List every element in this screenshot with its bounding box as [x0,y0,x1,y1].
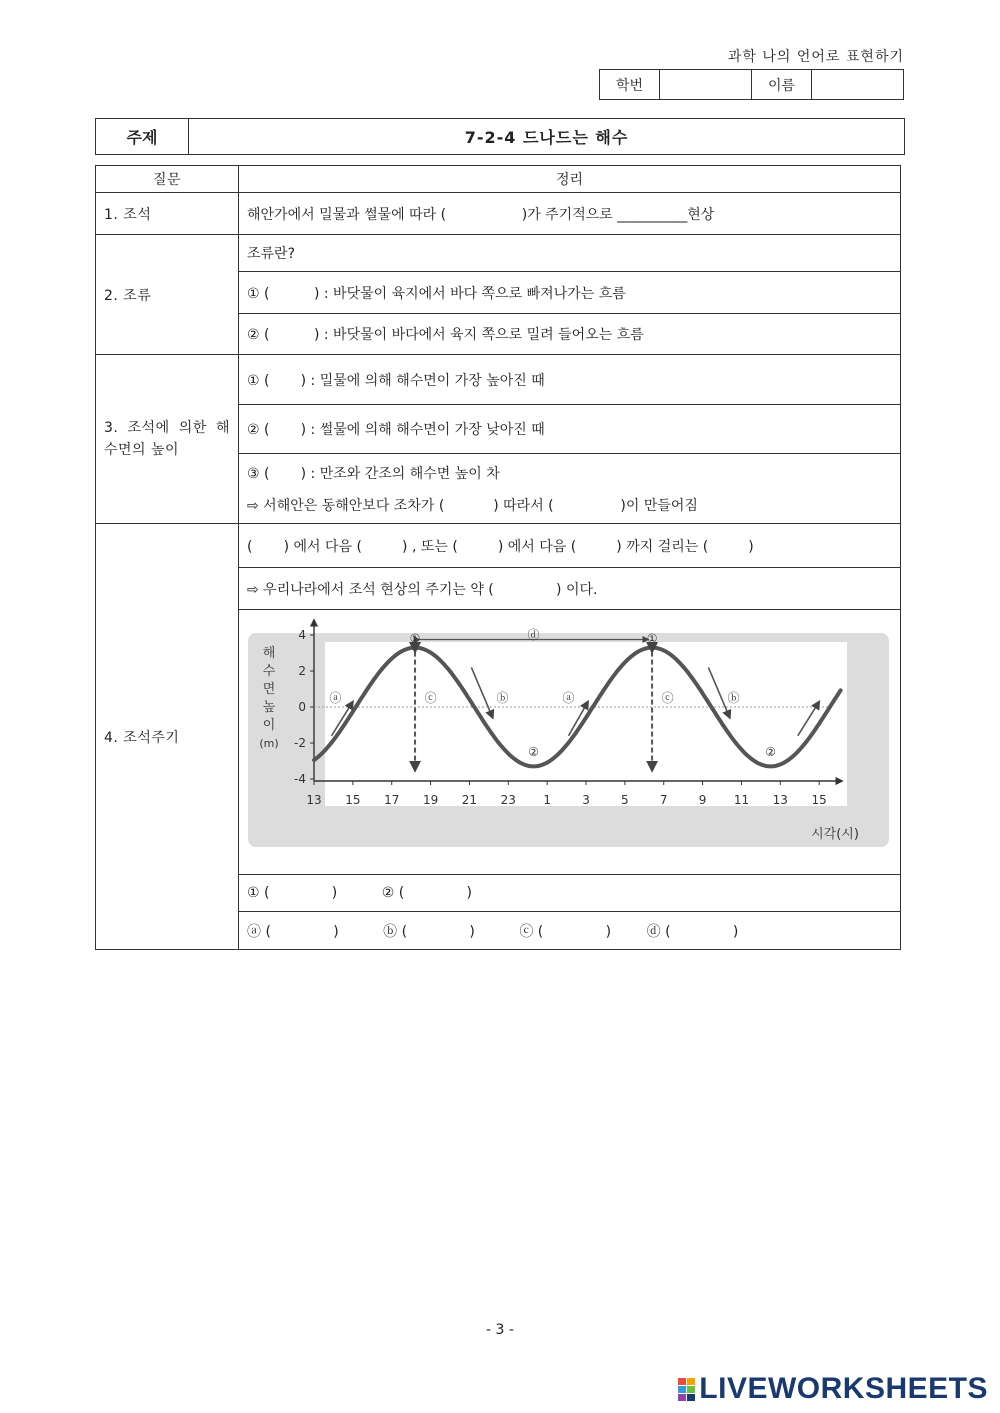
liveworksheets-logo [678,1372,988,1406]
chart-marker-label: ① [409,631,421,646]
logo-square [687,1386,695,1393]
period-definition[interactable] [239,524,901,568]
question-tide: 1. 조석 [96,193,239,235]
x-tick-label: 21 [461,793,478,807]
chart-marker-label: ⓒ [424,691,437,705]
y-axis-label-char: 해 [262,646,276,661]
chart-marker-label: ② [765,745,776,759]
y-axis-label-char: (m) [259,737,279,750]
column-header-summary: 정리 [239,166,901,193]
chart-marker-label: ⓑ [727,691,740,705]
question-sea-level-text: 3. 조석에 의한 해수면의 높이 [104,420,230,458]
low-tide-item[interactable] [239,405,901,454]
y-axis-label-char: 높 [262,700,276,715]
x-tick-label: 5 [621,793,629,807]
tide-chart-container [239,610,900,874]
y-tick-label: -4 [294,772,306,786]
worksheet-header-title: 과학 나의 언어로 표현하기 [727,49,904,65]
y-tick-label: 4 [298,628,306,642]
x-tick-label: 3 [582,793,590,807]
chart-marker-label: ⓓ [527,628,540,642]
flood-current-item[interactable] [239,314,901,355]
student-name-label: 이름 [752,70,812,99]
chart-marker-label: ⓐ [562,691,575,705]
x-tick-label: 7 [659,793,668,807]
y-tick-label: 2 [298,664,306,678]
topic-box [95,118,905,155]
x-tick-label: 19 [422,793,439,807]
flood-current-text[interactable]: ② ( ) : 바닷물이 바다에서 육지 쪽으로 밀려 들어오는 흐름 [247,327,644,343]
west-coast-note[interactable]: ⇨ 서해안은 동해안보다 조차가 ( ) 따라서 ( )이 만들어짐 [247,497,698,514]
logo-square [687,1378,695,1385]
korea-period-note[interactable] [239,568,901,610]
question-sea-level [96,355,239,524]
x-tick-label: 13 [306,793,322,807]
y-tick-label: -2 [294,736,306,750]
liveworksheets-logo-icon [678,1378,695,1401]
chart-marker-label: ⓒ [661,691,674,705]
logo-square [678,1386,686,1393]
answer-blanks-numbers[interactable]: ① ( ) ② ( ) [247,885,472,901]
logo-square [678,1394,686,1401]
chart-marker-label: ② [528,745,539,759]
x-tick-label: 15 [811,793,827,807]
x-tick-label: 1 [543,793,551,807]
column-header-question: 질문 [96,166,239,193]
summary-table [95,165,901,950]
question-tidal-current: 2. 조류 [96,235,239,355]
ebb-current-text[interactable]: ① ( ) : 바닷물이 육지에서 바다 쪽으로 빠져나가는 흐름 [247,285,626,302]
tidal-range-item[interactable] [239,454,901,524]
chart-marker-label: ⓐ [329,691,342,705]
korea-period-text[interactable]: ⇨ 우리나라에서 조석 현상의 주기는 약 ( ) 이다. [247,581,598,598]
low-tide-text[interactable]: ② ( ) : 썰물에 의해 해수면이 가장 낮아진 때 [247,422,545,438]
logo-square [687,1394,695,1401]
answer-blanks-letters[interactable]: ⓐ ( ) ⓑ ( ) ⓒ ( ) ⓓ ( ) [247,923,739,940]
x-tick-label: 9 [698,793,707,807]
x-tick-label: 15 [345,793,361,807]
student-info-box [599,69,904,100]
answer-row-letters[interactable] [239,912,901,950]
x-tick-label: 11 [733,793,750,807]
y-axis-label-char: 수 [262,664,276,679]
answer-row-numbers[interactable] [239,875,901,912]
tidal-current-prompt: 조류란? [239,235,901,272]
logo-square [678,1378,686,1385]
liveworksheets-logo-text: LIVEWORKSHEETS [699,1372,988,1405]
y-axis-label-char: 면 [262,682,276,697]
high-tide-text[interactable]: ① ( ) : 밀물에 의해 해수면이 가장 높아진 때 [247,372,545,389]
topic-title: 7-2-4 드나드는 해수 [464,128,629,147]
tide-chart-cell [239,610,901,875]
topic-label: 주제 [96,119,189,154]
y-tick-label: 0 [298,700,306,714]
student-id-label: 학번 [600,70,660,99]
tide-definition-text[interactable]: 해안가에서 밀물과 썰물에 따라 ( )가 주기적으로 __________현상 [247,206,715,223]
high-tide-item[interactable] [239,355,901,405]
chart-marker-label: ① [646,631,658,646]
period-definition-text[interactable]: ( ) 에서 다음 ( ) , 또는 ( ) 에서 다음 ( ) 까지 걸리는 ( ) [247,538,754,555]
chart-marker-label: ⓑ [496,691,509,705]
ebb-current-item[interactable] [239,272,901,314]
x-axis-label: 시각(시) [811,827,859,842]
x-tick-label: 23 [500,793,516,807]
page-number: - 3 - [486,1322,514,1338]
y-axis-label-char: 이 [262,718,276,733]
student-id-field[interactable] [660,70,752,99]
tide-definition [239,193,901,235]
tidal-range-text[interactable]: ③ ( ) : 만조와 간조의 해수면 높이 차 [247,465,500,482]
question-tidal-period: 4. 조석주기 [96,524,239,950]
student-name-field[interactable] [812,70,903,99]
x-tick-label: 17 [384,793,400,807]
tide-chart [239,610,901,874]
x-tick-label: 13 [772,793,788,807]
